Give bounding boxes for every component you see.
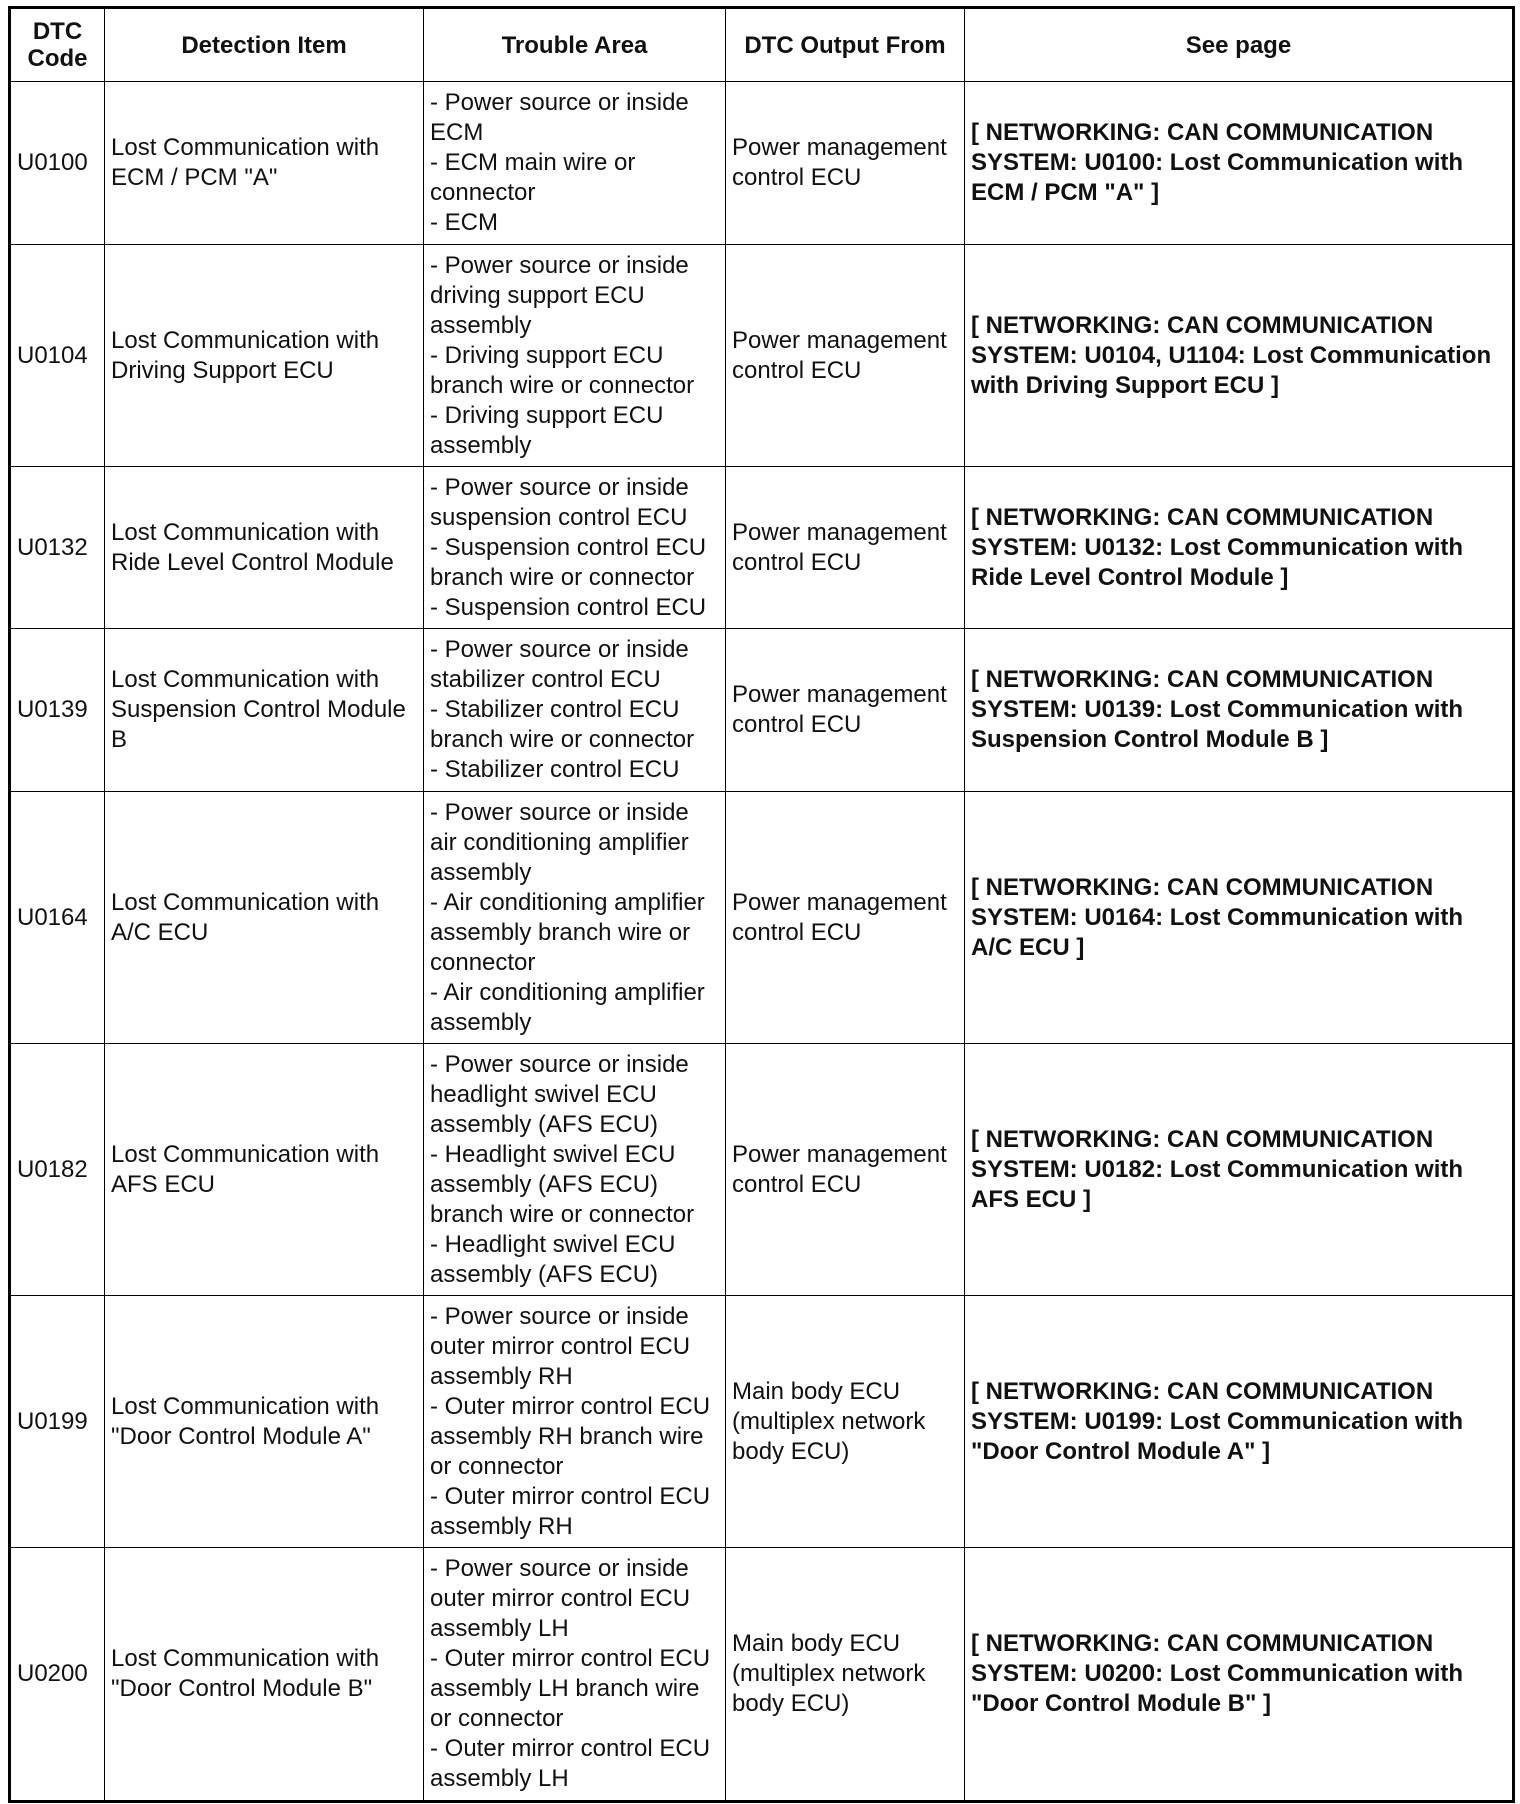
dtc-output-cell: Power management control ECU: [726, 1044, 965, 1296]
dtc-code-cell: U0100: [10, 82, 105, 245]
header-detection-item: Detection Item: [105, 8, 424, 82]
see-page-link[interactable]: [ NETWORKING: CAN COMMUNICATION SYSTEM: U0182: Lost Communication with AFS ECU ]: [965, 1044, 1514, 1296]
table-row: [10, 629, 1514, 792]
dtc-table-body: [10, 82, 1514, 1802]
trouble-area-cell: - Power source or inside air conditioning amplifier assembly - Air conditioning amplifier assembly branch wire or connector - Air conditioning amplifier assembly: [424, 792, 726, 1044]
dtc-output-cell: Main body ECU (multiplex network body ECU): [726, 1548, 965, 1802]
detection-item-cell: Lost Communication with Suspension Control Module B: [105, 629, 424, 792]
table-row: [10, 467, 1514, 629]
detection-item-cell: Lost Communication with ECM / PCM "A": [105, 82, 424, 245]
trouble-area-cell: - Power source or inside outer mirror control ECU assembly RH - Outer mirror control ECU assembly RH branch wire or connector - Outer mirror control ECU assembly RH: [424, 1296, 726, 1548]
header-dtc-code: DTC Code: [10, 8, 105, 82]
dtc-code-cell: U0182: [10, 1044, 105, 1296]
dtc-output-cell: Main body ECU (multiplex network body ECU): [726, 1296, 965, 1548]
dtc-output-cell: Power management control ECU: [726, 245, 965, 467]
detection-item-cell: Lost Communication with Ride Level Control Module: [105, 467, 424, 629]
detection-item-cell: Lost Communication with A/C ECU: [105, 792, 424, 1044]
dtc-code-cell: U0104: [10, 245, 105, 467]
header-trouble-area: Trouble Area: [424, 8, 726, 82]
dtc-table-header: [10, 8, 1514, 82]
dtc-output-cell: Power management control ECU: [726, 467, 965, 629]
dtc-code-cell: U0200: [10, 1548, 105, 1802]
see-page-link[interactable]: [ NETWORKING: CAN COMMUNICATION SYSTEM: U0199: Lost Communication with "Door Control Module A" ]: [965, 1296, 1514, 1548]
see-page-link[interactable]: [ NETWORKING: CAN COMMUNICATION SYSTEM: U0200: Lost Communication with "Door Control Module B" ]: [965, 1548, 1514, 1802]
table-row: [10, 1296, 1514, 1548]
table-row: [10, 792, 1514, 1044]
see-page-link[interactable]: [ NETWORKING: CAN COMMUNICATION SYSTEM: U0132: Lost Communication with Ride Level Control Module ]: [965, 467, 1514, 629]
dtc-code-cell: U0132: [10, 467, 105, 629]
dtc-code-cell: U0139: [10, 629, 105, 792]
dtc-code-cell: U0199: [10, 1296, 105, 1548]
trouble-area-cell: - Power source or inside suspension control ECU - Suspension control ECU branch wire or connector - Suspension control ECU: [424, 467, 726, 629]
trouble-area-cell: - Power source or inside outer mirror control ECU assembly LH - Outer mirror control ECU assembly LH branch wire or connector - Outer mirror control ECU assembly LH: [424, 1548, 726, 1802]
see-page-link[interactable]: [ NETWORKING: CAN COMMUNICATION SYSTEM: U0100: Lost Communication with ECM / PCM "A" ]: [965, 82, 1514, 245]
dtc-output-cell: Power management control ECU: [726, 792, 965, 1044]
detection-item-cell: Lost Communication with Driving Support ECU: [105, 245, 424, 467]
see-page-link[interactable]: [ NETWORKING: CAN COMMUNICATION SYSTEM: U0104, U1104: Lost Communication with Driving Support ECU ]: [965, 245, 1514, 467]
header-see-page: See page: [965, 8, 1514, 82]
see-page-link[interactable]: [ NETWORKING: CAN COMMUNICATION SYSTEM: U0164: Lost Communication with A/C ECU ]: [965, 792, 1514, 1044]
see-page-link[interactable]: [ NETWORKING: CAN COMMUNICATION SYSTEM: U0139: Lost Communication with Suspension Control Module B ]: [965, 629, 1514, 792]
detection-item-cell: Lost Communication with "Door Control Module A": [105, 1296, 424, 1548]
table-row: [10, 1044, 1514, 1296]
dtc-code-cell: U0164: [10, 792, 105, 1044]
header-dtc-output-from: DTC Output From: [726, 8, 965, 82]
header-row: [10, 8, 1514, 82]
detection-item-cell: Lost Communication with "Door Control Module B": [105, 1548, 424, 1802]
dtc-output-cell: Power management control ECU: [726, 82, 965, 245]
dtc-output-cell: Power management control ECU: [726, 629, 965, 792]
trouble-area-cell: - Power source or inside headlight swivel ECU assembly (AFS ECU) - Headlight swivel ECU assembly (AFS ECU) branch wire or connector - Headlight swivel ECU assembly (AFS ECU): [424, 1044, 726, 1296]
trouble-area-cell: - Power source or inside driving support ECU assembly - Driving support ECU branch wire or connector - Driving support ECU assembly: [424, 245, 726, 467]
trouble-area-cell: - Power source or inside stabilizer control ECU - Stabilizer control ECU branch wire or connector - Stabilizer control ECU: [424, 629, 726, 792]
table-row: [10, 245, 1514, 467]
document-page: [8, 6, 1515, 1803]
detection-item-cell: Lost Communication with AFS ECU: [105, 1044, 424, 1296]
dtc-table: [8, 6, 1515, 1803]
table-row: [10, 1548, 1514, 1802]
table-row: [10, 82, 1514, 245]
trouble-area-cell: - Power source or inside ECM - ECM main wire or connector - ECM: [424, 82, 726, 245]
